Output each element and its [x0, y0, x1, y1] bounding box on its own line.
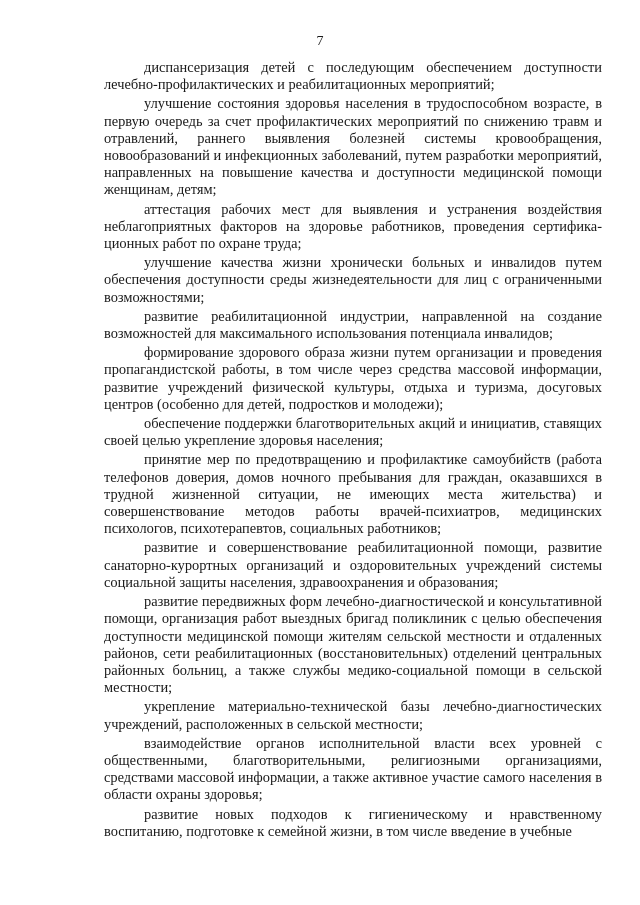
- paragraph-7: обеспечение поддержки благотворительных акций и инициатив, ставящих своей целью укрепление здоровья населения;: [104, 416, 602, 450]
- paragraph-12: взаимодействие органов исполнительной власти всех уровней с общественными, благотворительными, религиозными организациями, средствами массовой информации, а также активное участие самого населения в области охраны здоровья;: [104, 735, 602, 804]
- page-number: 7: [316, 34, 324, 49]
- paragraph-3: аттестация рабочих мест для выявления и устранения воздействия неблагоприятных факторов на здоровье работников, проведения сертификационных работ по охране труда;: [104, 201, 602, 253]
- paragraph-4: улучшение качества жизни хронически больных и инвалидов путем обеспечения доступности среды жизнедеятельности для лиц с ограниченными возможностями;: [104, 255, 602, 306]
- paragraph-13: развитие новых подходов к гигиеническому и нравственному воспитанию, подготовке к семейной жизни, в том числе введение в учебные: [104, 806, 602, 840]
- paragraph-8: принятие мер по предотвращению и профилактике самоубийств (работа телефонов доверия, домов ночного пребывания для граждан, оказавшихся в трудной жизненной ситуации, не имеющих места жительства) и совершенствование методов работы врачей-психиатров, медицинских психологов, психотерапевтов, социальных работников;: [104, 452, 602, 538]
- paragraph-1: диспансеризация детей с последующим обеспечением доступности лечебно-профилактических и реабилитационных мероприятий;: [104, 60, 602, 94]
- paragraph-9: развитие и совершенствование реабилитационной помощи, развитие санаторно-курортных организаций и оздоровительных учреждений системы социальной защиты населения, здравоохранения и образования;: [104, 540, 602, 591]
- paragraph-11: укрепление материально-технической базы лечебно-диагностических учреждений, расположенных в сельской местности;: [104, 699, 602, 733]
- paragraph-10: развитие передвижных форм лечебно-диагностической и консультативной помощи, организация работ выездных бригад поликлиник с целью обеспечения доступности медицинской помощи жителям сельской местности и отдаленных районов, сети реабилитационных (восстановительных) отделений центральных районных больниц, а также службы медико-социальной помощи в сельской местности;: [104, 594, 602, 697]
- paragraph-2: улучшение состояния здоровья населения в трудоспособном возрасте, в первую очередь за счет профилактических мероприятий по снижению травм и отравлений, раннего выявления болезней системы кровообращения, новообразований и инфекционных заболеваний, путем разработки мероприятий, направленных на повышение качества и доступности медицинской помощи женщинам, детям;: [104, 96, 602, 199]
- paragraph-5: развитие реабилитационной индустрии, направленной на создание возможностей для максимального использования потенциала инвалидов;: [104, 308, 602, 343]
- paragraph-6: формирование здорового образа жизни путем организации и проведения пропагандистской работы, в том числе через средства массовой информации, развитие учреждений физической культуры, отдыха и туризма, досуговых центров (особенно для детей, подростков и молодежи);: [104, 345, 602, 413]
- document-body: [104, 60, 602, 841]
